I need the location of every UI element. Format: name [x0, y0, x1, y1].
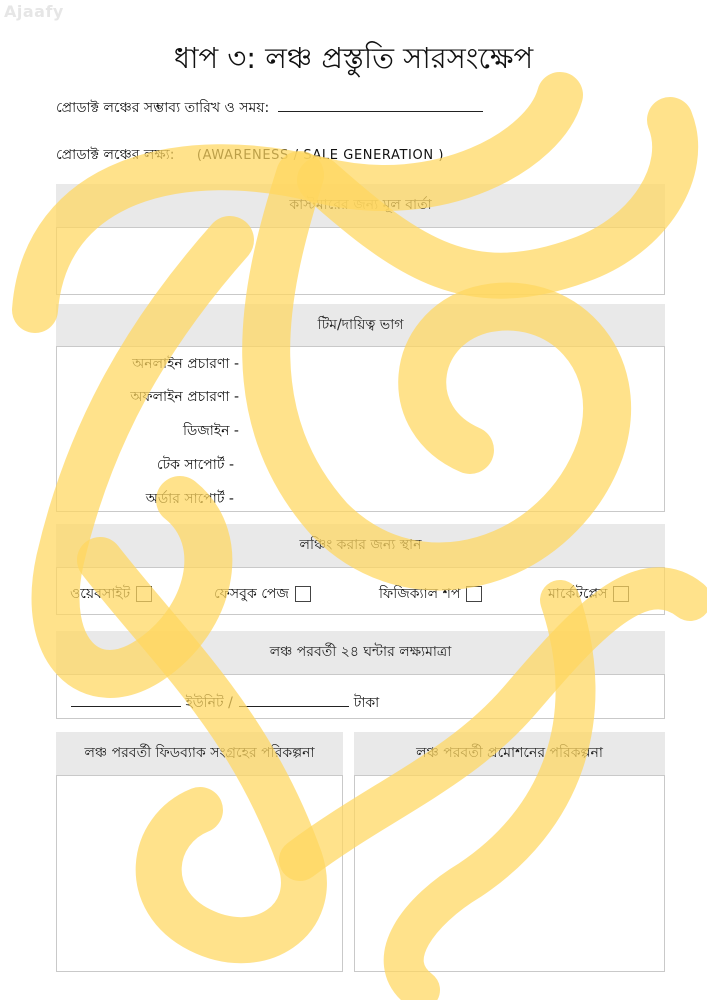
role-online-promotion: অনলাইন প্রচারণা - [132, 356, 239, 372]
goal-units-label: ইউনিট / [185, 695, 233, 711]
feedback-plan-header: লঞ্চ পরবর্তী ফিডব্যাক সংগ্রহের পরিকল্পনা [56, 732, 343, 775]
brand-logo: Ajaafy [4, 2, 64, 21]
post-launch-goal-header: লঞ্চ পরবর্তী ২৪ ঘন্টার লক্ষ্যমাত্রা [56, 631, 665, 674]
launch-date-row [56, 96, 483, 120]
place-physical-shop[interactable] [379, 582, 482, 606]
customer-message-box[interactable] [56, 227, 665, 295]
physical-shop-checkbox[interactable] [466, 586, 482, 602]
goal-taka-label: টাকা [353, 695, 380, 711]
place-facebook-page[interactable] [214, 582, 311, 606]
launch-date-label: প্রোডাক্ট লঞ্চের সম্ভাব্য তারিখ ও সময়: [56, 100, 270, 116]
promotion-plan-box[interactable] [354, 775, 665, 972]
role-tech-support: টেক সাপোর্ট - [156, 457, 234, 473]
page-title: ধাপ ৩: লঞ্চ প্রস্তুতি সারসংক্ষেপ [173, 41, 534, 75]
goal-units-blank[interactable] [71, 694, 181, 707]
website-checkbox[interactable] [136, 586, 152, 602]
launch-goal-label: প্রোডাক্ট লঞ্চের লক্ষ্য: [56, 147, 175, 163]
role-offline-promotion: অফলাইন প্রচারণা - [130, 389, 239, 405]
place-website-label: ওয়েবসাইট [70, 586, 131, 602]
promotion-plan-header: লঞ্চ পরবর্তী প্রমোশনের পরিকল্পনা [354, 732, 665, 775]
place-marketplace[interactable] [548, 582, 629, 606]
role-design: ডিজাইন - [182, 423, 239, 439]
goal-taka-blank[interactable] [239, 694, 349, 707]
place-facebook-label: ফেসবুক পেজ [214, 586, 289, 602]
place-physical-shop-label: ফিজিক্যাল শপ [379, 586, 461, 602]
role-order-support: অর্ডার সাপোর্ট - [145, 491, 234, 507]
feedback-plan-box[interactable] [56, 775, 343, 972]
launch-date-blank[interactable] [278, 99, 483, 112]
team-roles-header: টিম/দায়িত্ব ভাগ [56, 304, 665, 346]
launch-goal-value: (AWARENESS / SALE GENERATION ) [196, 148, 445, 163]
place-website[interactable] [70, 582, 152, 606]
goal-row [71, 691, 379, 715]
place-marketplace-label: মার্কেটপ্লেস [548, 586, 608, 602]
facebook-page-checkbox[interactable] [295, 586, 311, 602]
launch-places-header: লঞ্চিং করার জন্য স্থান [56, 524, 665, 567]
customer-message-header: কাস্টমারের জন্য মূল বার্তা [56, 184, 665, 227]
launch-goal-row [56, 143, 444, 167]
marketplace-checkbox[interactable] [613, 586, 629, 602]
